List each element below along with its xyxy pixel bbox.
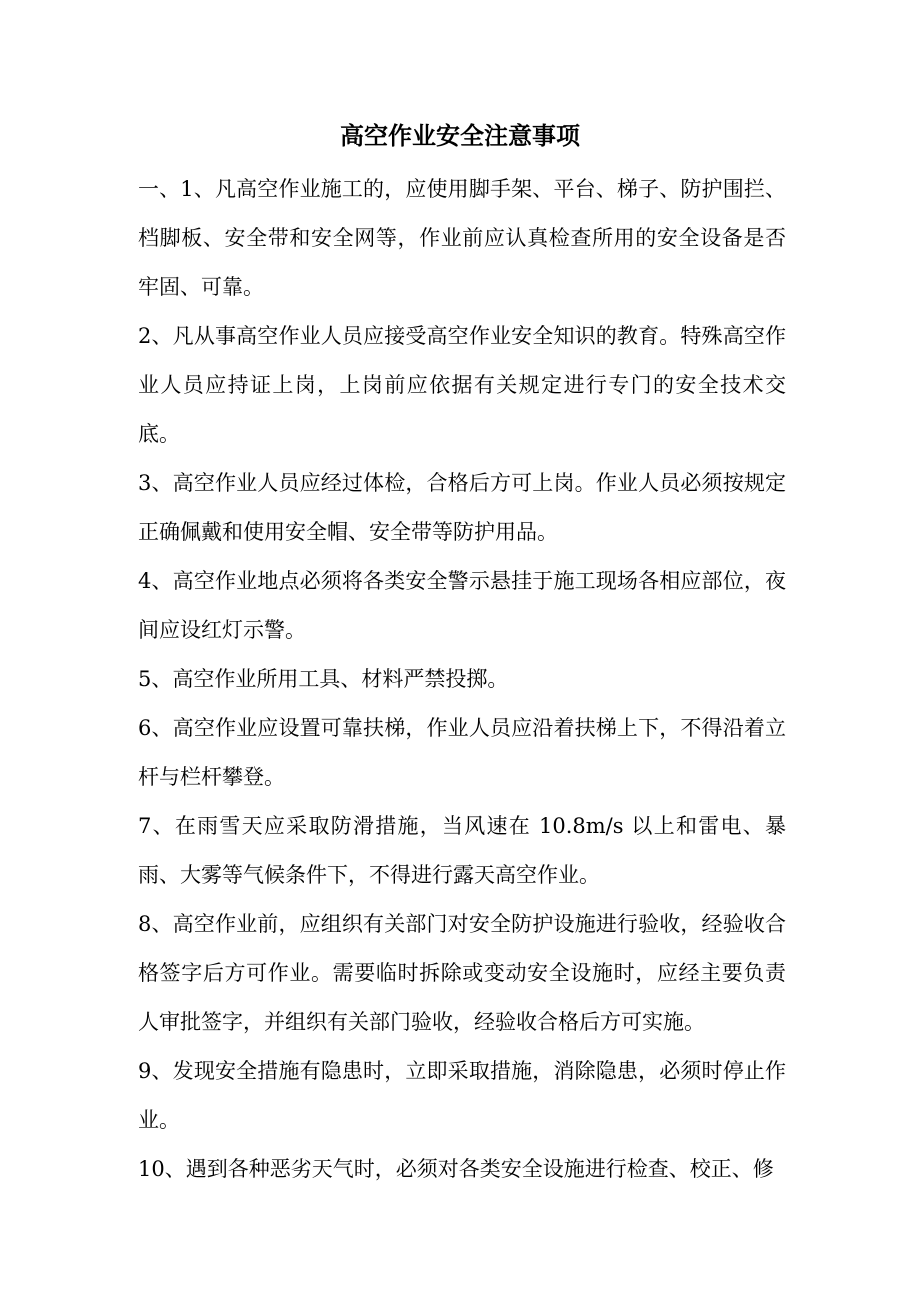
document-title: 高空作业安全注意事项 xyxy=(340,121,580,150)
paragraph-5: 5、高空作业所用工具、材料严禁投掷。 xyxy=(138,667,509,691)
paragraph-9: 9、发现安全措施有隐患时，立即采取措施，消除隐患，必须时停止作业。 xyxy=(138,1059,786,1132)
paragraph-2: 2、凡从事高空作业人员应接受高空作业安全知识的教育。特殊高空作业人员应持证上岗，上岗前应依据有关规定进行专门的安全技术交底。 xyxy=(138,324,786,446)
document-body xyxy=(138,165,786,1194)
paragraph-6: 6、高空作业应设置可靠扶梯，作业人员应沿着扶梯上下，不得沿着立杆与栏杆攀登。 xyxy=(138,716,786,789)
paragraph-7: 7、在雨雪天应采取防滑措施，当风速在 10.8m/s 以上和雷电、暴雨、大雾等气候条件下，不得进行露天高空作业。 xyxy=(138,814,786,887)
paragraph-1: 一、1、凡高空作业施工的，应使用脚手架、平台、梯子、防护围拦、档脚板、安全带和安全网等，作业前应认真检查所用的安全设备是否牢固、可靠。 xyxy=(138,177,786,299)
paragraph-4: 4、高空作业地点必须将各类安全警示悬挂于施工现场各相应部位，夜间应设红灯示警。 xyxy=(138,569,786,642)
paragraph-3: 3、高空作业人员应经过体检，合格后方可上岗。作业人员必须按规定正确佩戴和使用安全帽、安全带等防护用品。 xyxy=(138,471,786,544)
paragraph-8: 8、高空作业前，应组织有关部门对安全防护设施进行验收，经验收合格签字后方可作业。需要临时拆除或变动安全设施时，应经主要负责人审批签字，并组织有关部门验收，经验收合格后方可实施。 xyxy=(138,912,786,1034)
paragraph-10: 10、遇到各种恶劣天气时，必须对各类安全设施进行检查、校正、修 xyxy=(138,1157,774,1181)
